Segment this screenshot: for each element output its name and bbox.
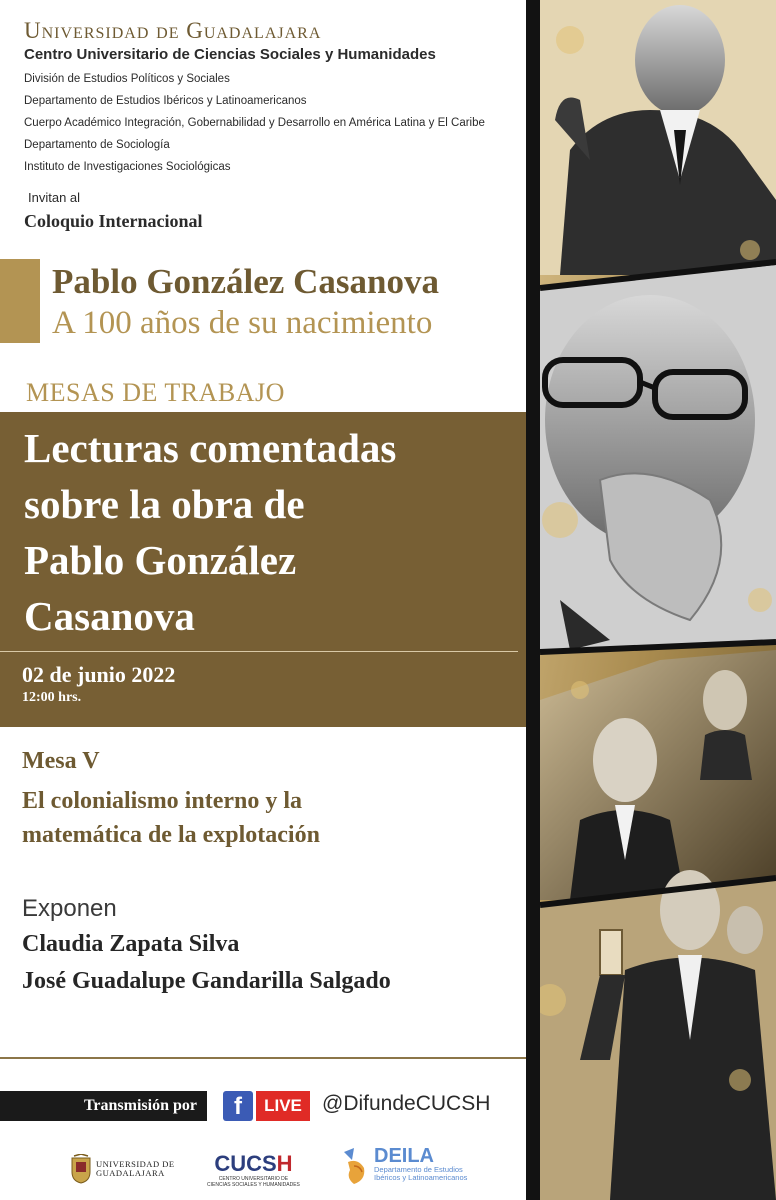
invitation-text: Invitan al xyxy=(28,190,81,205)
divider xyxy=(0,1057,526,1059)
cucsh-logo-h: H xyxy=(276,1151,293,1176)
department-item: Departamento de Estudios Ibéricos y Latinoamericanos xyxy=(24,95,307,107)
udg-logo-line: GUADALAJARA xyxy=(96,1168,165,1178)
speakers-label: Exponen xyxy=(22,895,117,922)
university-name: Universidad de Guadalajara xyxy=(24,18,322,43)
live-badge[interactable]: LIVE xyxy=(256,1091,310,1121)
portrait-photo-bottom xyxy=(540,870,776,1200)
colloquium-label: Coloquio Internacional xyxy=(24,211,203,231)
cucsh-logo xyxy=(207,1152,300,1188)
department-item: Cuerpo Académico Integración, Gobernabilidad y Desarrollo en América Latina y El Caribe xyxy=(24,117,485,129)
cucsh-logo-text xyxy=(207,1152,300,1176)
event-time: 12:00 hrs. xyxy=(22,690,82,705)
department-item: División de Estudios Políticos y Sociales xyxy=(24,73,230,85)
udg-seal-icon xyxy=(70,1154,92,1184)
event-title-line: Lecturas comentadas xyxy=(24,425,397,471)
photo-collage xyxy=(540,0,776,1200)
deila-logo-sub-line: Departamento de Estudios xyxy=(374,1165,463,1174)
event-title xyxy=(24,420,524,644)
department-item: Departamento de Sociología xyxy=(24,139,170,151)
event-name: Pablo González Casanova xyxy=(52,262,439,301)
mesa-title-line: El colonialismo interno y la xyxy=(22,788,303,814)
udg-logo-text xyxy=(96,1160,175,1178)
cucsh-logo-pre: CUCS xyxy=(214,1151,277,1176)
mesa-number: Mesa V xyxy=(22,748,100,774)
event-date: 02 de junio 2022 xyxy=(22,662,176,687)
broadcast-label xyxy=(0,1091,207,1121)
mesa-title-line: matemática de la explotación xyxy=(22,822,320,848)
department-item: Instituto de Investigaciones Sociológicas xyxy=(24,161,231,173)
broadcast-label-text: Transmisión por xyxy=(83,1097,197,1114)
speaker-name: Claudia Zapata Silva xyxy=(22,931,240,957)
deila-logo-title: DEILA xyxy=(374,1145,434,1167)
facebook-icon[interactable]: f xyxy=(223,1091,253,1121)
photo-border-strip xyxy=(526,0,540,1200)
deila-logo-sub-line: Ibéricos y Latinoamericanos xyxy=(374,1173,468,1182)
mesa-title xyxy=(22,784,502,852)
event-title-line: sobre la obra de xyxy=(24,481,305,527)
departments-list xyxy=(24,68,485,178)
center-name: Centro Universitario de Ciencias Sociales y Humanidades xyxy=(24,46,436,63)
deila-logo-text xyxy=(374,1146,467,1182)
event-title-line: Pablo González xyxy=(24,537,297,583)
gold-accent-bar xyxy=(0,259,40,343)
deila-mark-icon xyxy=(340,1146,370,1186)
section-label: MESAS DE TRABAJO xyxy=(26,378,285,407)
divider xyxy=(0,651,518,652)
udg-logo-line: UNIVERSIDAD DE xyxy=(96,1159,175,1169)
cucsh-logo-sub xyxy=(207,1176,300,1188)
cucsh-logo-sub-line: CIENCIAS SOCIALES Y HUMANIDADES xyxy=(207,1182,300,1188)
speaker-name: José Guadalupe Gandarilla Salgado xyxy=(22,968,391,994)
cucsh-logo-sub-line: CENTRO UNIVERSITARIO DE xyxy=(218,1176,289,1182)
event-subtitle: A 100 años de su nacimiento xyxy=(52,305,433,341)
portrait-photo-middle xyxy=(540,265,776,650)
social-handle[interactable]: @DifundeCUCSH xyxy=(322,1092,491,1115)
event-title-line: Casanova xyxy=(24,593,195,639)
deila-logo xyxy=(340,1146,467,1186)
udg-logo xyxy=(70,1154,175,1184)
